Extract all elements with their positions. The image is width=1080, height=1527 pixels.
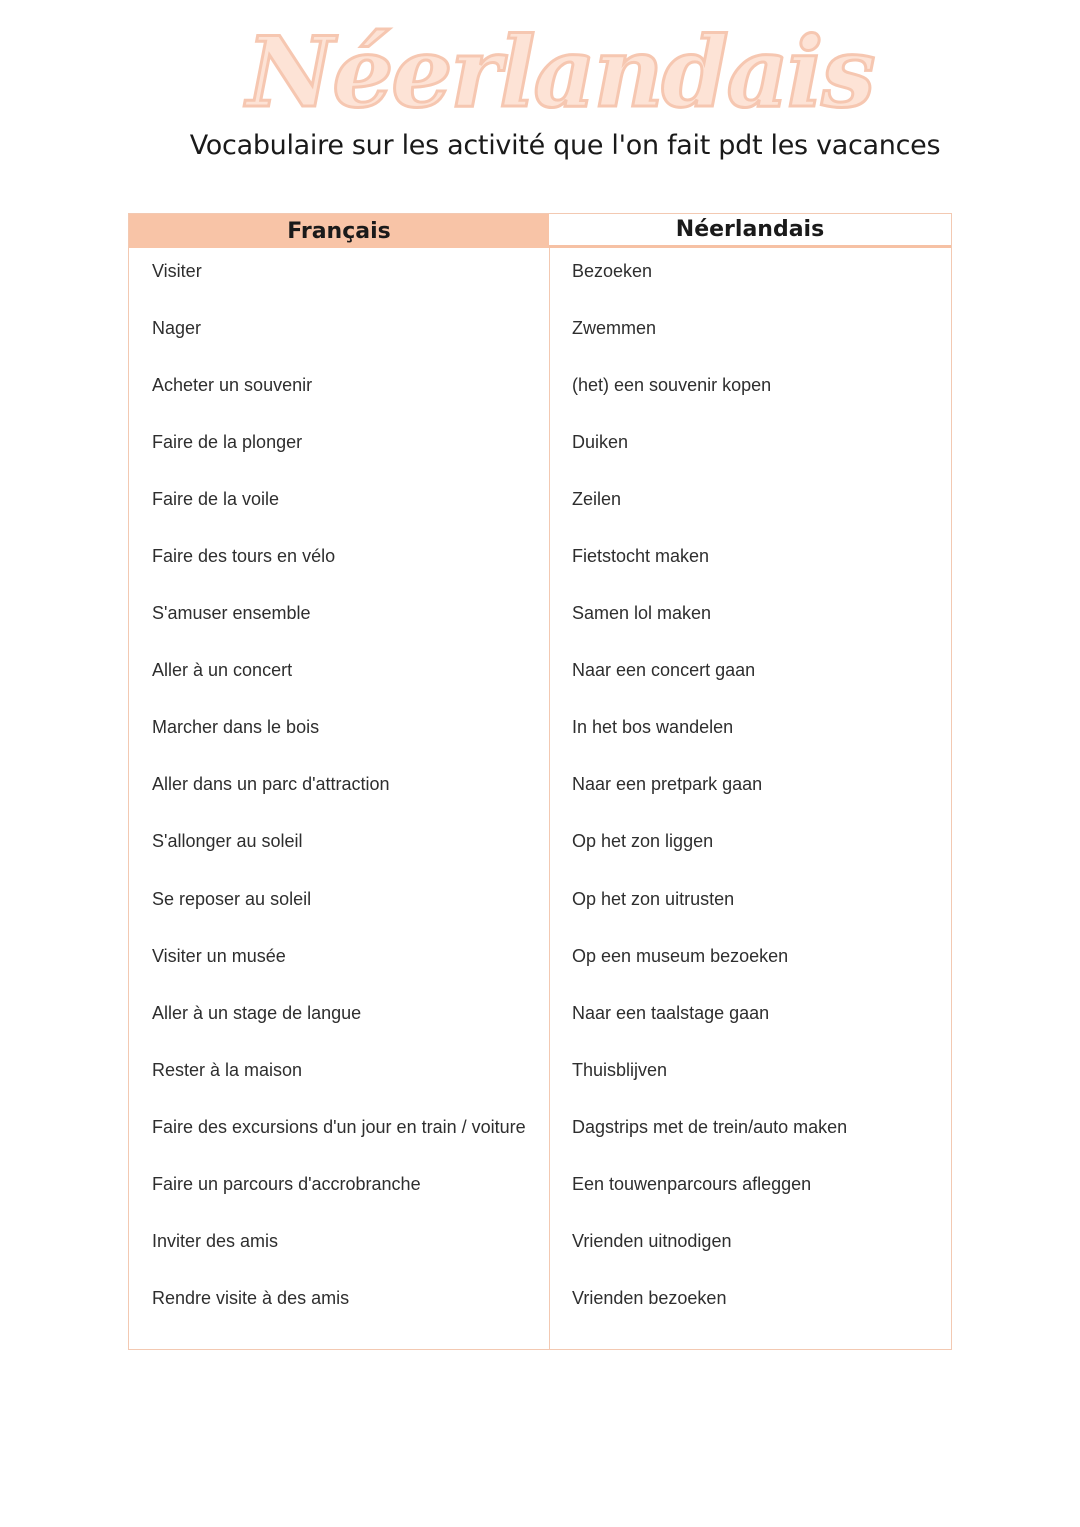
- vocabulary-table: [128, 213, 952, 1350]
- cell-dutch: Op een museum bezoeken: [572, 945, 789, 966]
- cell-dutch: Zeilen: [572, 489, 622, 510]
- cell-french: S'amuser ensemble: [152, 603, 311, 624]
- cell-french: Aller dans un parc d'attraction: [152, 774, 390, 795]
- cell-french: Nager: [152, 318, 202, 339]
- cell-french: Faire de la voile: [152, 489, 280, 510]
- page-title: Néerlandais: [246, 16, 874, 129]
- table-row: [129, 598, 951, 655]
- cell-french: Se reposer au soleil: [152, 888, 312, 909]
- table-row: [129, 826, 951, 883]
- cell-dutch: Op het zon uitrusten: [572, 888, 735, 909]
- cell-dutch: Thuisblijven: [572, 1059, 668, 1080]
- cell-dutch: Bezoeken: [572, 261, 653, 281]
- table-row: [129, 712, 951, 769]
- table-row: [129, 1169, 951, 1226]
- header-dutch: Néerlandais: [549, 214, 951, 248]
- cell-dutch: Fietstocht maken: [572, 546, 710, 567]
- cell-french: Faire un parcours d'accrobranche: [152, 1173, 421, 1194]
- cell-french: Inviter des amis: [152, 1230, 279, 1251]
- table-row: [129, 541, 951, 598]
- cell-dutch: Vrienden bezoeken: [572, 1287, 727, 1308]
- table-row: [129, 884, 951, 941]
- page-subtitle: Vocabulaire sur les activité que l'on fait pdt les vacances: [189, 130, 941, 161]
- cell-dutch: Een touwenparcours afleggen: [572, 1173, 812, 1194]
- table-body: [129, 256, 951, 1340]
- cell-dutch: Naar een concert gaan: [572, 660, 756, 681]
- cell-french: Rester à la maison: [152, 1059, 303, 1080]
- cell-dutch: Vrienden uitnodigen: [572, 1230, 732, 1251]
- table-row: [129, 998, 951, 1055]
- cell-dutch: Samen lol maken: [572, 603, 712, 624]
- cell-dutch: Zwemmen: [572, 318, 657, 339]
- cell-french: Aller à un concert: [152, 660, 293, 681]
- cell-french: S'allonger au soleil: [152, 831, 303, 852]
- table-row: [129, 941, 951, 998]
- cell-french: Marcher dans le bois: [152, 717, 320, 738]
- table-row: [129, 655, 951, 712]
- table-row: [129, 769, 951, 826]
- cell-french: Rendre visite à des amis: [152, 1287, 350, 1308]
- table-row: [129, 370, 951, 427]
- cell-french: Aller à un stage de langue: [152, 1002, 362, 1023]
- cell-dutch: In het bos wandelen: [572, 717, 734, 738]
- table-row: [129, 1055, 951, 1112]
- table-row: [129, 484, 951, 541]
- cell-dutch: Op het zon liggen: [572, 831, 714, 852]
- cell-french: Faire de la plonger: [152, 432, 303, 453]
- table-header-row: [129, 214, 951, 248]
- header-french: Français: [129, 214, 549, 248]
- table-row: [129, 1112, 951, 1169]
- table-row: [129, 256, 951, 313]
- table-row: [129, 313, 951, 370]
- cell-french: Faire des excursions d'un jour en train / voiture: [152, 1116, 526, 1137]
- cell-dutch: (het) een souvenir kopen: [572, 375, 772, 396]
- cell-dutch: Duiken: [572, 432, 629, 453]
- cell-dutch: Dagstrips met de trein/auto maken: [572, 1116, 848, 1137]
- cell-dutch: Naar een pretpark gaan: [572, 774, 763, 795]
- cell-french: Visiter un musée: [152, 945, 286, 966]
- cell-dutch: Naar een taalstage gaan: [572, 1002, 770, 1023]
- cell-french: Visiter: [152, 261, 202, 281]
- table-row: [129, 1283, 951, 1340]
- table-row: [129, 1226, 951, 1283]
- table-row: [129, 427, 951, 484]
- cell-french: Faire des tours en vélo: [152, 546, 336, 567]
- cell-french: Acheter un souvenir: [152, 375, 313, 396]
